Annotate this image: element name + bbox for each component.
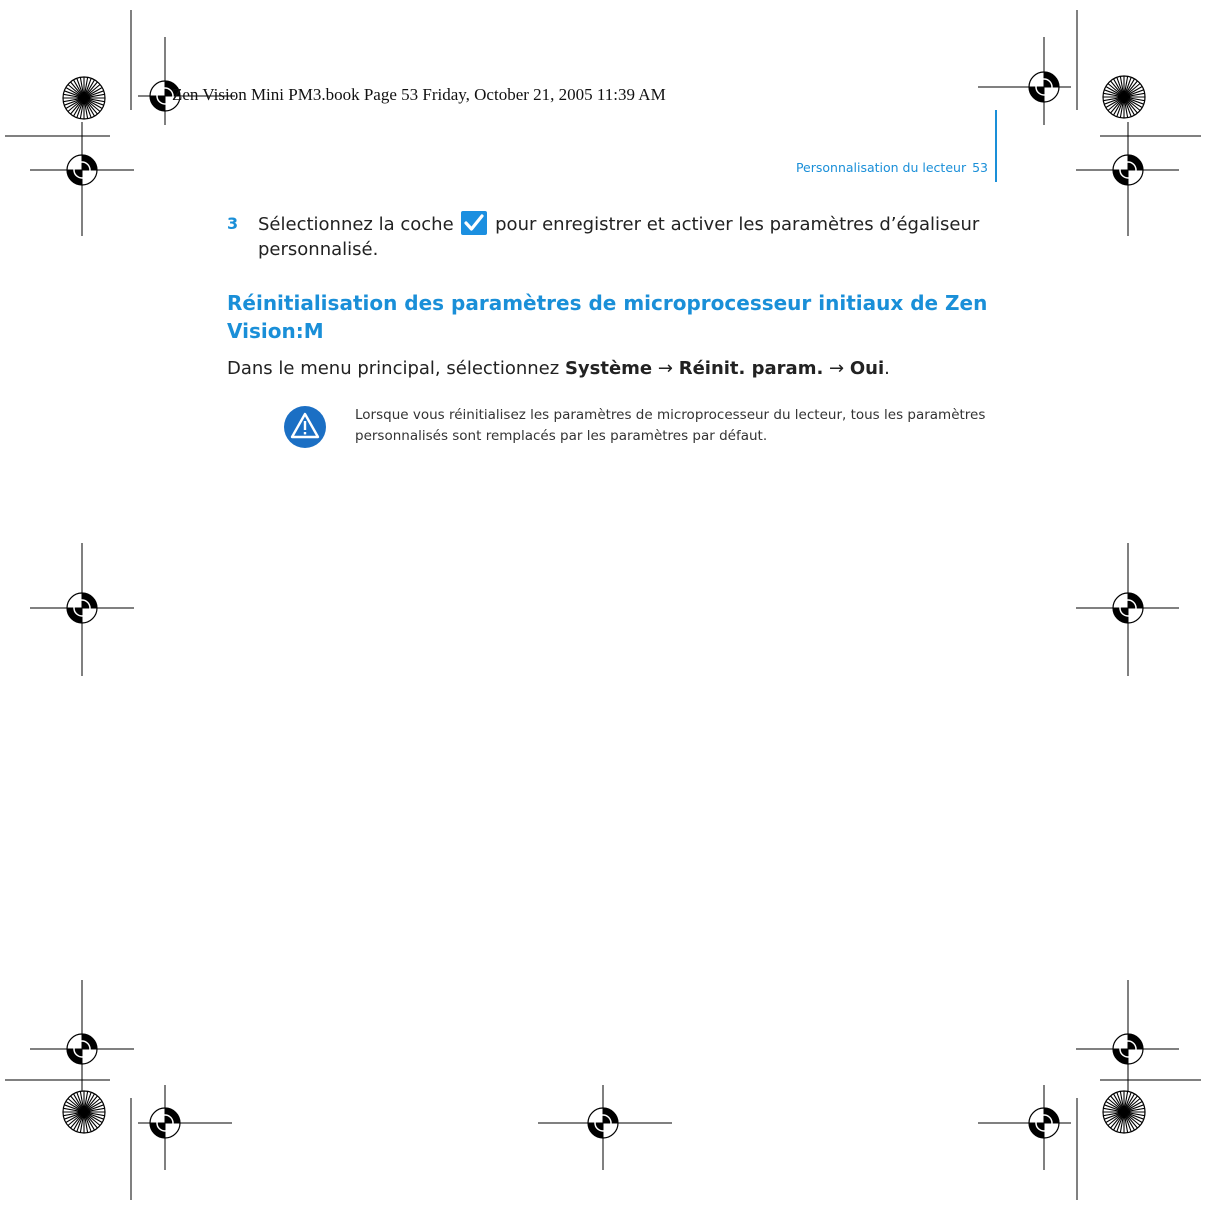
warning-note: Lorsque vous réinitialisez les paramètres de microprocesseur du lecteur, tous les paramètres personnalisés sont remplacés par les paramètres par défaut. (355, 407, 986, 444)
menu-path-paragraph (227, 356, 890, 381)
step-text (258, 211, 987, 262)
running-head-rule (995, 110, 997, 182)
section-heading: Réinitialisation des paramètres de microprocesseur initiaux de Zen Vision:M (227, 291, 988, 343)
arrow-icon: → (657, 358, 673, 379)
step-number: 3 (227, 214, 239, 233)
menu-path-item-reinit: Réinit. param. (678, 358, 824, 379)
warning-icon (283, 405, 327, 449)
print-header: Zen Vision Mini PM3.book Page 53 Friday, October 21, 2005 11:39 AM (172, 85, 666, 104)
checkmark-icon (461, 211, 487, 235)
step-text-after: pour enregistrer et activer les paramètres d’égaliseur personnalisé. (258, 214, 980, 260)
menu-path-item-oui: Oui (849, 358, 885, 379)
step-item (227, 211, 987, 262)
arrow-icon: → (829, 358, 845, 379)
menu-path-end: . (884, 358, 890, 379)
menu-path-intro: Dans le menu principal, sélectionnez (227, 358, 560, 379)
page-number: 53 (972, 160, 988, 175)
step-text-before: Sélectionnez la coche (258, 214, 454, 235)
menu-path-item-systeme: Système (564, 358, 653, 379)
running-head (796, 160, 988, 175)
running-head-title: Personnalisation du lecteur (795, 160, 967, 175)
